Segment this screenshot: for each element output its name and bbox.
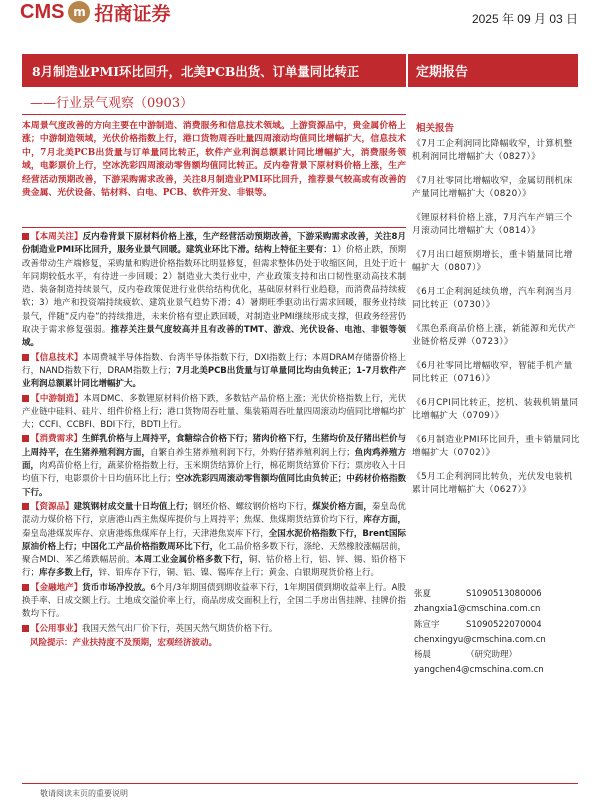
section-tag: 【资源品】	[31, 501, 74, 512]
analyst-email[interactable]: zhangxia1@cmschina.com.cn	[414, 604, 541, 615]
related-report-link[interactable]: 《7月出口超预期增长，重卡销量同比增幅扩大（0807）》	[412, 250, 573, 273]
section-consumer: 【消费需求】生鲜乳价格与上周持平，食糖综合价格下行；猪肉价格下行，生猪均价及仔猪出栏价与上周持平，在生猪养殖利润方面，自繁自养生猪养殖利润下行，外购仔猪养殖利润上行；鱼肉鸡养殖方面，肉鸡苗价格上行，蔬菜价格指数上行，玉米期货结算价上行，棉花期货结算价下行；票房收入十日均值下行，电影票价十日均值环比上行；空冰洗彩四周滚动零售额均值同比由负转正；中药材价格指数下行。	[22, 434, 406, 498]
bullet-icon	[22, 354, 29, 361]
analyst-list	[414, 587, 582, 679]
section-finance: 【金融地产】货币市场净投放。6个月/3年期国债到期收益率下行，1年期国债到期收益率上行。A股换手率、日成交额上行。土地成交溢价率上行，商品房成交面积上行，全国二手房出售挂牌、挂牌价指数均下行。	[22, 582, 406, 620]
related-report-link[interactable]: 《锂原材料价格上涨，7月汽车产销三个月滚动同比增幅扩大（0814）》	[412, 213, 573, 236]
logo-badge-icon: m	[68, 1, 90, 23]
section-focus: 【本周关注】反内卷背景下原材料价格上涨，生产经营活动预期改善，下游采购需求改善，关注8月份制造业PMI环比回升，服务业景气回暖。建筑业环比下滑。结构上特征主要有：1）价格止跌，预期改善带动生产端修复，采购量和购进价格指数环比明显修复，但需求整体仍处于收缩区间，且处于近十年同期较低水平，有待进一步回暖；2）制造业大类行业中，产业政策支持和出口韧性驱动高技术制造、装备制造持续景气，反内卷政策促进行业供给结构优化，基础原材料行业趋稳，而消费品持续疲软；3）地产和投资端持续疲软、建筑业景气趋势下滑；4）暑期旺季驱动出行需求回暖，服务业持续景气，伴随“反内卷”的持续推进，未来价格有望止跌回暖，对制造业PMI继续形成支撑，但政务经营仍取决于需求修复强弱。推荐关注景气度较高并且有改善的TMT、游戏、光伏设备、电池、非银等领域。	[22, 232, 406, 349]
section-midstream: 【中游制造】本周DMC、多数锂原材料价格下跌，多数钴产品价格上涨；光伏价格指数上行，光伏产业链中硅料、硅片、组件价格上行；港口货物周吞吐量、集装箱周吞吐量四周滚动均值同比增幅均扩大；CCFI、CCBFI、BDI下行，BDTI上行。	[22, 393, 406, 431]
related-report-link[interactable]: 《6月工企利润延续负增，汽车利润当月同比转正（0730）》	[412, 287, 573, 310]
abstract: 本周景气度改善的方向主要在中游制造、消费服务和信息技术领域。上游资源品中，贵金属价格上涨；中游制造领域，光伏价格指数上行，港口货物周吞吐量四周滚动均值同比增幅扩大，信息技术中，7月北美PCB出货量与订单量同比转正，软件产业利润总额累计同比增幅扩大，消费服务领域，电影票价上行，空冰洗彩四周滚动零售额均值同比转正。反内卷背景下原材料价格上涨，生产经营活动预期改善，下游采购需求改善，关注8月制造业PMI环比回升，推荐景气较高或有改善的贵金属、光伏设备、钴材料、白电、PCB、软件开发、非银等。	[22, 121, 406, 199]
section-tag: 【消费需求】	[31, 434, 83, 445]
analyst-cert-id: S1090522070004	[466, 619, 542, 630]
footer-note: 敬请阅读末页的重要说明	[40, 789, 128, 798]
report-title: 8月制造业PMI环比回升，北美PCB出货、订单量同比转正	[22, 54, 406, 87]
related-report-link[interactable]: 《7月社零同比增幅收窄，金属切削机床产量同比增幅扩大（0820）》	[412, 176, 573, 199]
analyst-email[interactable]: chenxingyu@cmschina.com.cn	[414, 634, 546, 645]
analyst-name: 陈宣宇	[414, 619, 440, 630]
related-report-link[interactable]: 《黑色系商品价格上涨，新能源和光伏产业链价格反弹（0723）》	[412, 324, 576, 347]
report-type: 定期报告	[408, 54, 578, 87]
analyst-name: 张夏	[414, 589, 432, 599]
section-tag: 【信息技术】	[31, 352, 83, 363]
related-report-link[interactable]: 《5月工企利润同比转负，光伏发电装机累计同比增幅扩大（0627）》	[412, 472, 573, 495]
bullet-icon	[22, 435, 29, 442]
analyst-row	[414, 648, 582, 663]
main-content	[22, 231, 406, 650]
analyst-cert-id: （研究助理）	[466, 650, 518, 661]
report-date: 2025 年 09 月 03 日	[471, 12, 578, 26]
divider	[22, 783, 578, 784]
company-logo	[20, 0, 170, 24]
section-utilities: 【公用事业】我国天然气出厂价下行，英国天然气期货价格下行。	[22, 623, 406, 636]
divider	[22, 114, 406, 115]
divider	[22, 227, 406, 228]
section-it: 【信息技术】本周费城半导体指数、台湾半导体指数下行，DXI指数上行；本周DRAM存储器价格上行，NAND指数下行，DRAM指数上行；7月北美PCB出货量与订单量同比均由负转正；1-7月软件产业利润总额累计同比增幅扩大。	[22, 352, 406, 390]
related-report-link[interactable]: 《7月工企利润同比降幅收窄，计算机整机利润同比增幅扩大（0827）》	[412, 139, 573, 162]
analyst-row	[414, 618, 582, 633]
risk-warning: 风险提示：产业扶持度不及预期，宏观经济波动。	[30, 637, 218, 648]
analyst-row	[414, 587, 582, 602]
related-reports	[412, 120, 580, 508]
related-report-link[interactable]: 《6月CPI同比转正，挖机、装载机销量同比增幅扩大（0709）》	[412, 398, 579, 421]
analyst-name: 杨晨	[414, 650, 432, 661]
related-report-link[interactable]: 《6月制造业PMI环比回升，重卡销量同比增幅扩大（0702）》	[412, 435, 580, 458]
section-tag: 【中游制造】	[31, 393, 84, 404]
analyst-email[interactable]: yangchen4@cmschina.com.cn	[414, 665, 544, 676]
logo-text-en: CMS	[20, 0, 65, 23]
bullet-icon	[22, 503, 29, 510]
section-tag: 【金融地产】	[31, 582, 83, 593]
section-tag: 【本周关注】	[31, 232, 83, 242]
section-resources: 【资源品】建筑钢材成交量十日均值上行；钢坯价格、螺纹钢价格均下行，煤炭价格方面，秦皇岛优混动力煤价格下行，京唐港山西主焦煤库提价与上周持平；焦煤、焦煤期货结算价均下行，库存方面，秦皇岛港煤炭库存、京唐港炼焦煤库存上行，天津港焦炭库下行，全国水泥价格指数下行，Brent国际原油价格上行；中国化工产品价格指数周环比下行，化工品价格多数下行，涤纶、天然橡胶涨幅居前，聚合MDI、苯乙烯跌幅居前。本周工业金属价格多数下行，铜、钴价格上行，铝、锌、锡、铅价格下行；库存多数上行，锌、铅库存下行，铜、铝、镍、锡库存上行；黄金、白银期现货价格上行。	[22, 501, 406, 579]
related-reports-heading: 相关报告	[416, 123, 455, 134]
logo-text-cn: 招商证券	[94, 2, 171, 25]
related-report-link[interactable]: 《6月社零同比增幅收窄，智能手机产量同比转正（0716）》	[412, 361, 573, 384]
analyst-cert-id: S1090513080006	[466, 589, 542, 599]
bullet-icon	[22, 395, 29, 402]
bullet-icon	[22, 584, 29, 591]
report-subtitle: ——行业景气观察（0903）	[30, 96, 194, 111]
bullet-icon	[22, 625, 29, 632]
bullet-icon	[22, 233, 29, 240]
section-tag: 【公用事业】	[31, 623, 83, 634]
